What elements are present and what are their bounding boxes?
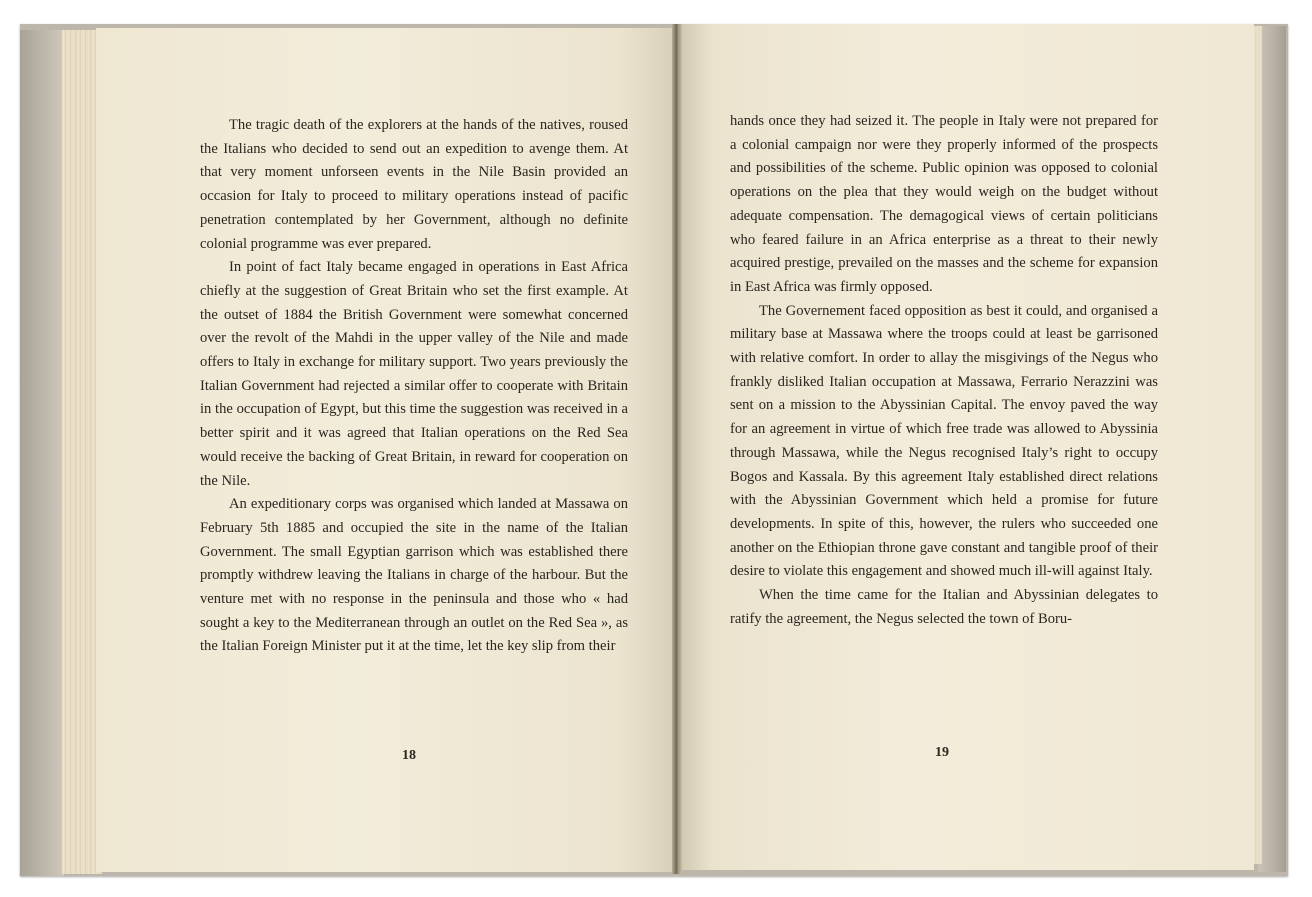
left-paragraph-1: The tragic death of the explorers at the hands of the natives, roused the Italians who decided to send out an expedition to avenge them. At that very moment unforseen events in the Nile Basin provided an occasion for Italy to proceed to military operations instead of pacific penetration contemplated by her Government, although no definite colonial programme was ever prepared. bbox=[200, 117, 628, 252]
right-paragraph-1: hands once they had seized it. The people in Italy were not prepared for a colonial campaign nor were they properly informed of the prospects and possibilities of the scheme. Public opinion was opposed to colonial operations on the plea that they would weigh on the budget without adequate compensation. The demagogical views of certain politicians who feared failure in an Africa enterprise as a threat to their newly acquired prestige, prevailed on the masses and the scheme for expansion in East Africa was firmly opposed. bbox=[730, 113, 1158, 295]
left-page-number: 18 bbox=[402, 748, 416, 763]
right-paragraph-3: When the time came for the Italian and Abyssinian delegates to ratify the agreement, the Negus selected the town of Boru- bbox=[730, 587, 1158, 627]
right-paragraph-2: The Governement faced opposition as best it could, and organised a military base at Massawa where the troops could at least be garrisoned with relative comfort. In order to allay the misgivings of the Negus who frankly disliked Italian occupation at Massawa, Ferrario Nerazzini was sent on a mission to the Abyssinian Capital. The envoy paved the way for an agreement in virtue of which free trade was allowed to Abyssinia through Massawa, while the Negus recognised Italy’s right to occupy Bogos and Kassala. By this agreement Italy established direct relations with the Abyssinian Government which held a promise for future developments. In spite of this, however, the rulers who succeeded one another on the Ethiopian throne gave constant and tangible proof of their desire to violate this engagement and showed much ill-will against Italy. bbox=[730, 302, 1158, 580]
cover-right-edge bbox=[1258, 26, 1286, 872]
left-paragraph-3: An expeditionary corps was organised which landed at Massawa on February 5th 1885 and occupied the site in the name of the Italian Government. The small Egyptian garrison which was established there promptly withdrew leaving the Italians in charge of the harbour. But the venture met with no response in the peninsula and those who « had sought a key to the Mediterranean through an outlet on the Red Sea », as the Italian Foreign Minister put it at the time, let the key slip from their bbox=[200, 496, 628, 655]
left-page-text bbox=[200, 114, 628, 659]
right-page-text bbox=[730, 110, 1158, 631]
left-paragraph-2: In point of fact Italy became engaged in operations in East Africa chiefly at the suggestion of Great Britain who set the first example. At the outset of 1884 the British Government were somewhat concerned over the revolt of the Mahdi in the upper valley of the Nile and made offers to Italy in exchange for military support. Two years previously the Italian Government had rejected a similar offer to cooperate with Britain in the occupation of Egypt, but this time the suggestion was received in a better spirit and it was agreed that Italian operations on the Red Sea would receive the backing of Great Britain, in reward for cooperation on the Nile. bbox=[200, 259, 628, 489]
cover-left-edge bbox=[20, 30, 64, 876]
book-gutter bbox=[672, 24, 682, 874]
right-page-number: 19 bbox=[935, 745, 949, 760]
